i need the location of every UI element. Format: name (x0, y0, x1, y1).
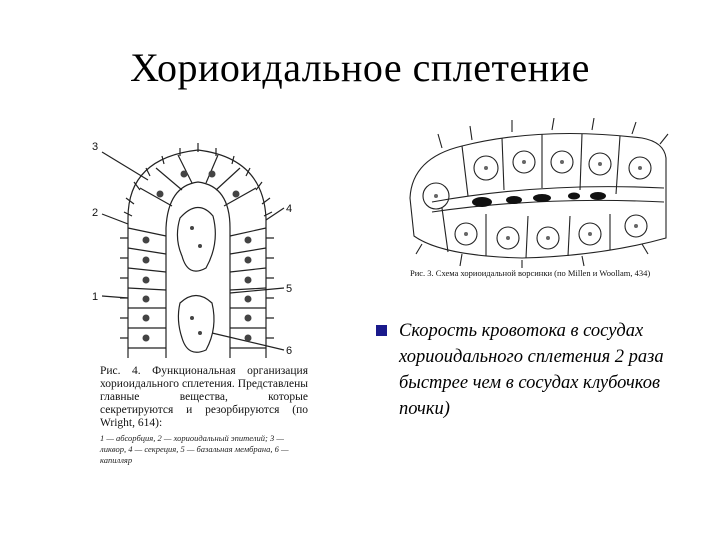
bullet-square-icon (376, 325, 387, 336)
slide-title: Хориоидальное сплетение (130, 45, 590, 90)
villus-scheme-drawing (402, 118, 672, 268)
label-5: 5 (286, 283, 293, 295)
choroid-plexus-figure (88, 128, 320, 473)
label-6: 6 (286, 345, 293, 357)
figure-right-caption: Рис. 3. Схема хориоидальной ворсинки (по Millen и Woollam, 434) (410, 268, 651, 278)
label-1: 1 (92, 291, 99, 303)
label-2: 2 (92, 207, 99, 219)
figure-left-caption: Рис. 4. Функциональная организация хориоидального сплетения. Представлены главные вещества, которые секретируются и резорбируются (по Wright, 614): (100, 365, 308, 429)
label-3: 3 (92, 141, 99, 153)
label-4: 4 (286, 203, 293, 215)
figure-left-legend: 1 — абсорбция, 2 — хориоидальный эпителий; 3 — ликвор, 4 — секреция, 5 — базальная мембрана, 6 — капилляр (100, 433, 289, 465)
choroid-villus-figure (402, 118, 672, 308)
bullet-text: Скорость кровотока в сосудах хориоидального сплетения 2 раза быстрее чем в сосудах клубочков почки) (399, 321, 664, 419)
